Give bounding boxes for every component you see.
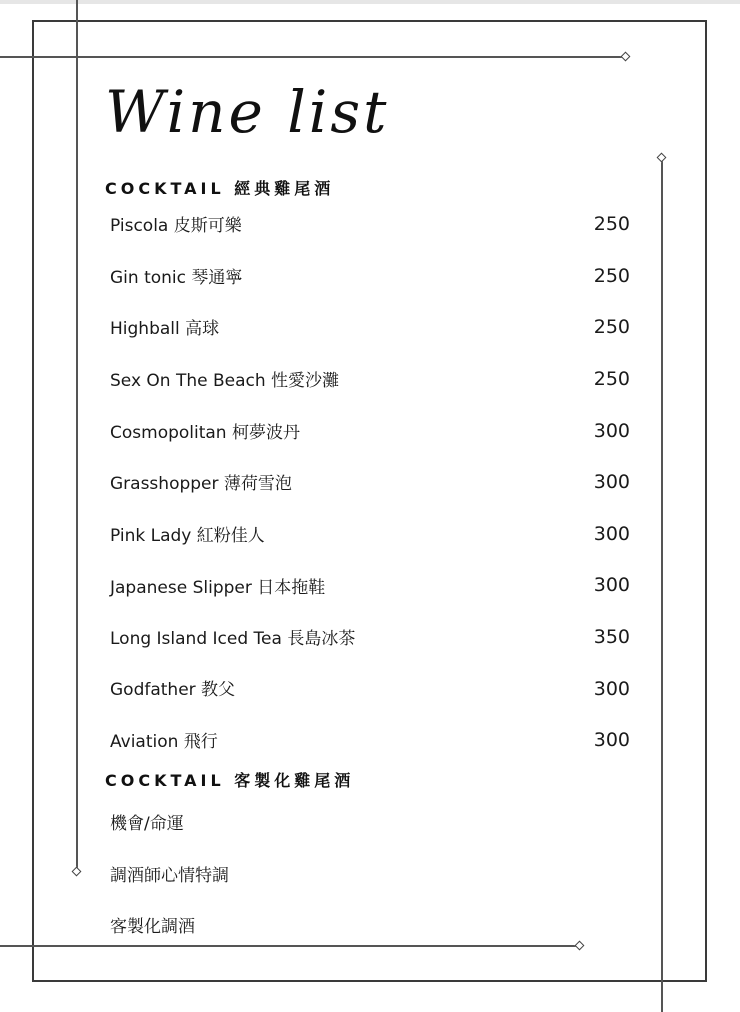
menu-item-name: 機會/命運 [110,814,184,834]
menu-item-name: 調酒師心情特調 [110,866,229,886]
menu-item-name: Cosmopolitan 柯夢波丹 [110,423,300,443]
menu-item-name: Long Island Iced Tea 長島冰茶 [110,629,356,649]
menu-item-name: Japanese Slipper 日本拖鞋 [110,578,326,598]
menu-item-name: 客製化調酒 [110,917,195,937]
top-edge-shade [0,0,740,4]
section-heading-classic-cocktail: COCKTAIL 經典雞尾酒 [105,179,335,198]
menu-item-price: 300 [593,420,630,442]
section-heading-custom-cocktail: COCKTAIL 客製化雞尾酒 [105,771,355,790]
menu-item-price: 300 [593,729,630,751]
menu-item-name: Highball 高球 [110,319,220,339]
menu-item-price: 350 [593,626,630,648]
menu-item-price: 250 [593,265,630,287]
menu-item-name: Grasshopper 薄荷雪泡 [110,474,292,494]
menu-item-price: 250 [593,316,630,338]
menu-item-price: 250 [593,213,630,235]
menu-item-name: Piscola 皮斯可樂 [110,216,242,236]
decor-line-bottom [0,945,578,947]
menu-item-name: Aviation 飛行 [110,732,218,752]
menu-item-name: Sex On The Beach 性愛沙灘 [110,371,340,391]
menu-item-name: Gin tonic 琴通寧 [110,268,243,288]
menu-item-price: 300 [593,574,630,596]
menu-item-price: 250 [593,368,630,390]
menu-item-price: 300 [593,523,630,545]
decor-line-top [0,56,624,58]
decor-line-right [661,160,663,1012]
menu-item-price: 300 [593,678,630,700]
menu-item-name: Godfather 教父 [110,680,236,700]
outer-frame [32,20,707,982]
decor-line-left [76,0,78,870]
menu-title: Wine list [105,78,390,146]
menu-item-name: Pink Lady 紅粉佳人 [110,526,265,546]
menu-item-price: 300 [593,471,630,493]
